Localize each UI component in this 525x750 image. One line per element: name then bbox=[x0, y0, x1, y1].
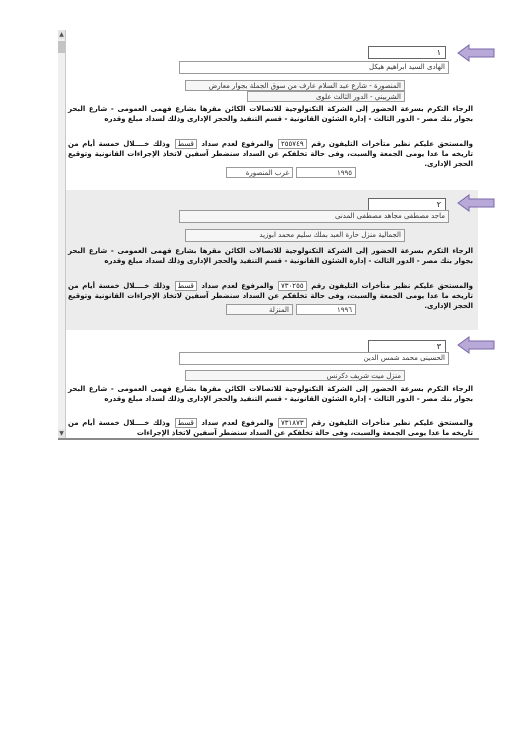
record-number[interactable]: ١ bbox=[368, 46, 446, 59]
phone-paragraph bbox=[68, 139, 473, 169]
scroll-down-icon[interactable]: ▼ bbox=[59, 430, 64, 437]
vertical-scrollbar[interactable] bbox=[58, 30, 66, 438]
record-3 bbox=[66, 334, 478, 438]
region-field[interactable]: المنزلة bbox=[226, 304, 293, 315]
scroll-up-icon[interactable]: ▲ bbox=[59, 31, 64, 38]
phone-text-c: وذلك خــــلال خمسة أيام من تاريخه ما عدا يومى الجمعة والسبت، وفى حالة تخلفكم عن السداد سنضطر آسفين لاتخاذ الإجراءات القانونية وتوقيع الحجز الإدارى. bbox=[68, 282, 473, 310]
phone-text-a: والمستحق عليكم نظير متأخرات التليفون رقم bbox=[311, 419, 474, 427]
name-field[interactable]: ماجد مصطفى مجاهد مصطفى المدنى bbox=[179, 210, 449, 223]
phone-text-c: وذلك خــــلال خمسة أيام من تاريخه ما عدا يومى الجمعة والسبت، وفى حالة تخلفكم عن السداد سنضطر آسفين لاتخاذ الإجراءات القانونية وتوقيع الحجز الإدارى. bbox=[68, 140, 473, 168]
address-line2-field[interactable]: الشربيني - الدور الثالث علوى bbox=[247, 91, 405, 102]
name-field[interactable]: الهادى السيد ابراهيم هيكل bbox=[179, 61, 449, 74]
phone-paragraph bbox=[68, 418, 473, 438]
record-number[interactable]: ٣ bbox=[368, 340, 446, 353]
intro-paragraph: الرجاء التكرم بسرعة الحضور إلى الشركة التكنولوجية للاتصالات الكائن مقرها بشارع فهمى العمومى - شارع البحر بجوار بنك مصر - الدور الثالث - إدارة الشئون القانونية - قسم التنفيذ والحجز الإدارى وذلك لسداد مبلغ وقدره bbox=[68, 247, 473, 265]
record-2 bbox=[66, 190, 478, 330]
address-line1-field[interactable]: منزل ميت شريف دكرنس bbox=[185, 370, 405, 381]
left-arrow-icon bbox=[457, 336, 495, 354]
record-1 bbox=[66, 38, 478, 186]
name-field[interactable]: الحسينى محمد شمس الدين bbox=[179, 352, 449, 365]
phone-text-a: والمستحق عليكم نظير متأخرات التليفون رقم bbox=[311, 282, 474, 290]
installment-field[interactable]: قسط bbox=[175, 418, 197, 428]
installment-field[interactable]: قسط bbox=[175, 139, 197, 149]
installment-field[interactable]: قسط bbox=[175, 281, 197, 291]
phone-number-field[interactable]: ٧٣١٨٧٣ bbox=[278, 418, 307, 428]
address-line1-field[interactable]: الجمالية منزل حارة العبد بملك سليم محمد ابوزيد bbox=[185, 229, 405, 242]
phone-text-b: والمرفوع لعدم سداد bbox=[201, 282, 274, 290]
phone-text-c: وذلك خــــلال خمسة أيام من تاريخه ما عدا يومى الجمعة والسبت، وفى حالة تخلفكم عن السداد سنضطر آسفين لاتخاذ الإجراءات bbox=[68, 419, 473, 437]
year-field[interactable]: ١٩٩٦ bbox=[296, 304, 356, 315]
phone-text-b: والمرفوع لعدم سداد bbox=[201, 419, 274, 427]
address-line1-field[interactable]: المنصورة - شارع عبد السلام عارف من سوق الجملة بجوار معارض bbox=[185, 80, 405, 91]
left-arrow-icon bbox=[457, 44, 495, 62]
record-number[interactable]: ٢ bbox=[368, 198, 446, 211]
phone-number-field[interactable]: ٧٣٠٢٥٥ bbox=[278, 281, 307, 291]
phone-text-b: والمرفوع لعدم سداد bbox=[201, 140, 274, 148]
intro-paragraph: الرجاء التكرم بسرعة الحضور إلى الشركة التكنولوجية للاتصالات الكائن مقرها بشارع فهمى العمومى - شارع البحر بجوار بنك مصر - الدور الثالث - إدارة الشئون القانونية - قسم التنفيذ والحجز الإدارى وذلك لسداد مبلغ وقدره bbox=[68, 105, 473, 123]
year-field[interactable]: ١٩٩٥ bbox=[296, 167, 356, 178]
scroll-thumb[interactable] bbox=[58, 41, 65, 53]
left-arrow-icon bbox=[457, 194, 495, 212]
phone-number-field[interactable]: ٢٥٥٧٤٩ bbox=[278, 139, 307, 149]
intro-paragraph: الرجاء التكرم بسرعة الحضور إلى الشركة التكنولوجية للاتصالات الكائن مقرها بشارع فهمى العمومى - شارع البحر بجوار بنك مصر - الدور الثالث - إدارة الشئون القانونية - قسم التنفيذ والحجز الإدارى وذلك لسداد مبلغ وقدره bbox=[68, 385, 473, 403]
region-field[interactable]: غرب المنصورة bbox=[226, 167, 293, 178]
phone-text-a: والمستحق عليكم نظير متأخرات التليفون رقم bbox=[311, 140, 474, 148]
